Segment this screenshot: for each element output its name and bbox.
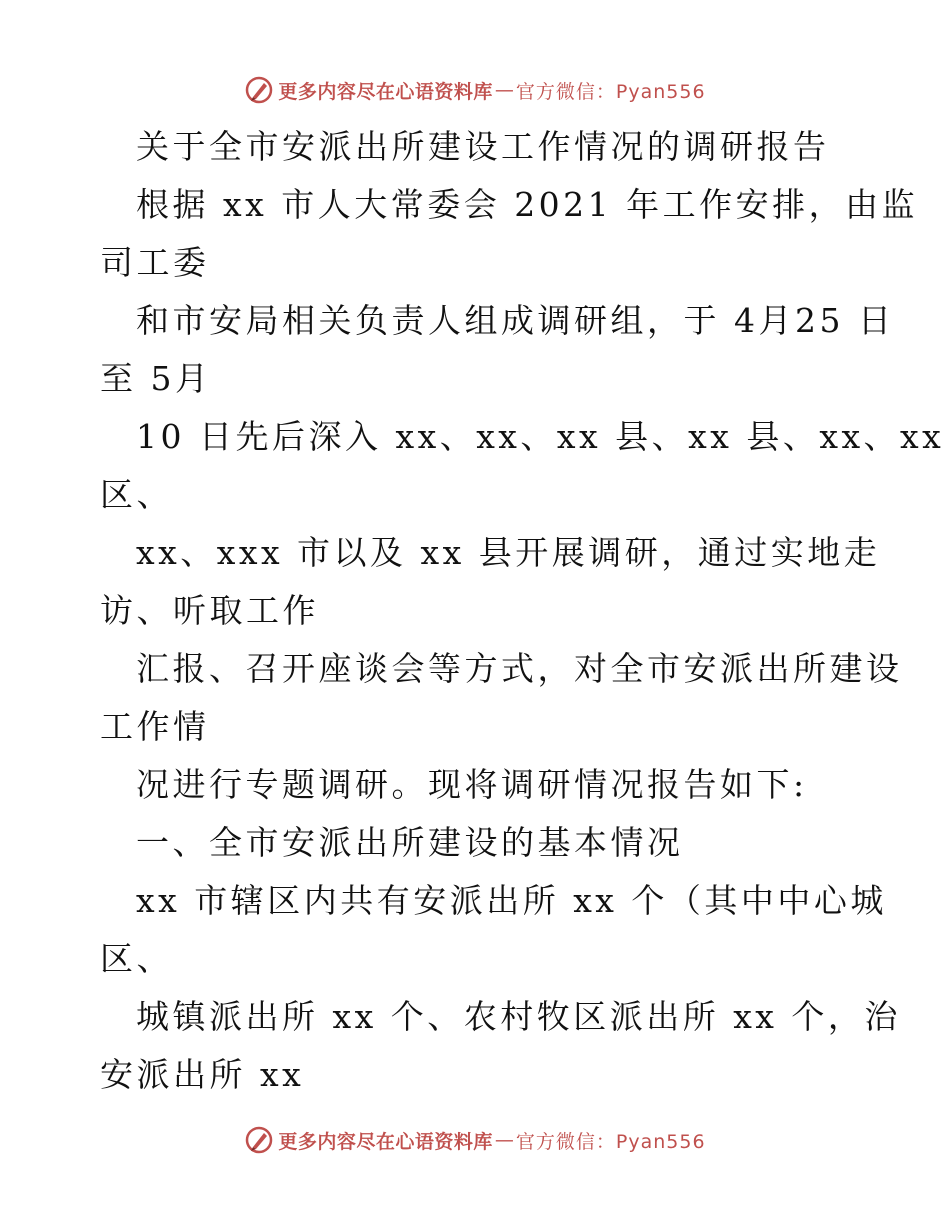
header-banner — [0, 70, 950, 110]
doc-line: 访、听取工作 — [100, 591, 319, 630]
pen-logo-icon — [244, 1125, 274, 1155]
doc-line: 根据 xx 市人大常委会 2021 年工作安排，由监 — [136, 185, 919, 224]
doc-line: 10 日先后深入 xx、xx、xx 县、xx 县、xx、xx — [136, 417, 945, 456]
doc-line: 安派出所 xx — [100, 1055, 305, 1094]
doc-line: 区、 — [100, 939, 173, 978]
header-wechat-text: 官方微信：Pyan556 — [515, 80, 706, 103]
header-brand-text: 更多内容尽在心语资料库 — [278, 80, 493, 103]
footer-wechat-text: 官方微信：Pyan556 — [515, 1130, 706, 1153]
doc-title: 关于全市安派出所建设工作情况的调研报告 — [136, 127, 830, 166]
footer-banner — [0, 1120, 950, 1160]
header-dash: — — [494, 79, 514, 101]
doc-line: 至 5月 — [100, 359, 212, 398]
doc-line: 区、 — [100, 475, 173, 514]
pen-logo-icon — [244, 75, 274, 105]
document-body — [100, 118, 945, 1104]
footer-brand-text: 更多内容尽在心语资料库 — [278, 1130, 493, 1153]
doc-line: xx、xxx 市以及 xx 县开展调研，通过实地走 — [136, 533, 881, 572]
doc-line: xx 市辖区内共有安派出所 xx 个（其中中心城 — [136, 881, 887, 920]
doc-line: 司工委 — [100, 243, 210, 282]
footer-dash: — — [494, 1129, 514, 1151]
doc-line: 和市安局相关负责人组成调研组，于 4月25 日 — [136, 301, 895, 340]
doc-line: 城镇派出所 xx 个、农村牧区派出所 xx 个，治 — [136, 997, 901, 1036]
doc-line: 工作情 — [100, 707, 210, 746]
doc-line: 汇报、召开座谈会等方式，对全市安派出所建设 — [136, 649, 903, 688]
section-heading: 一、全市安派出所建设的基本情况 — [136, 823, 684, 862]
doc-line: 况进行专题调研。现将调研情况报告如下: — [136, 765, 808, 804]
